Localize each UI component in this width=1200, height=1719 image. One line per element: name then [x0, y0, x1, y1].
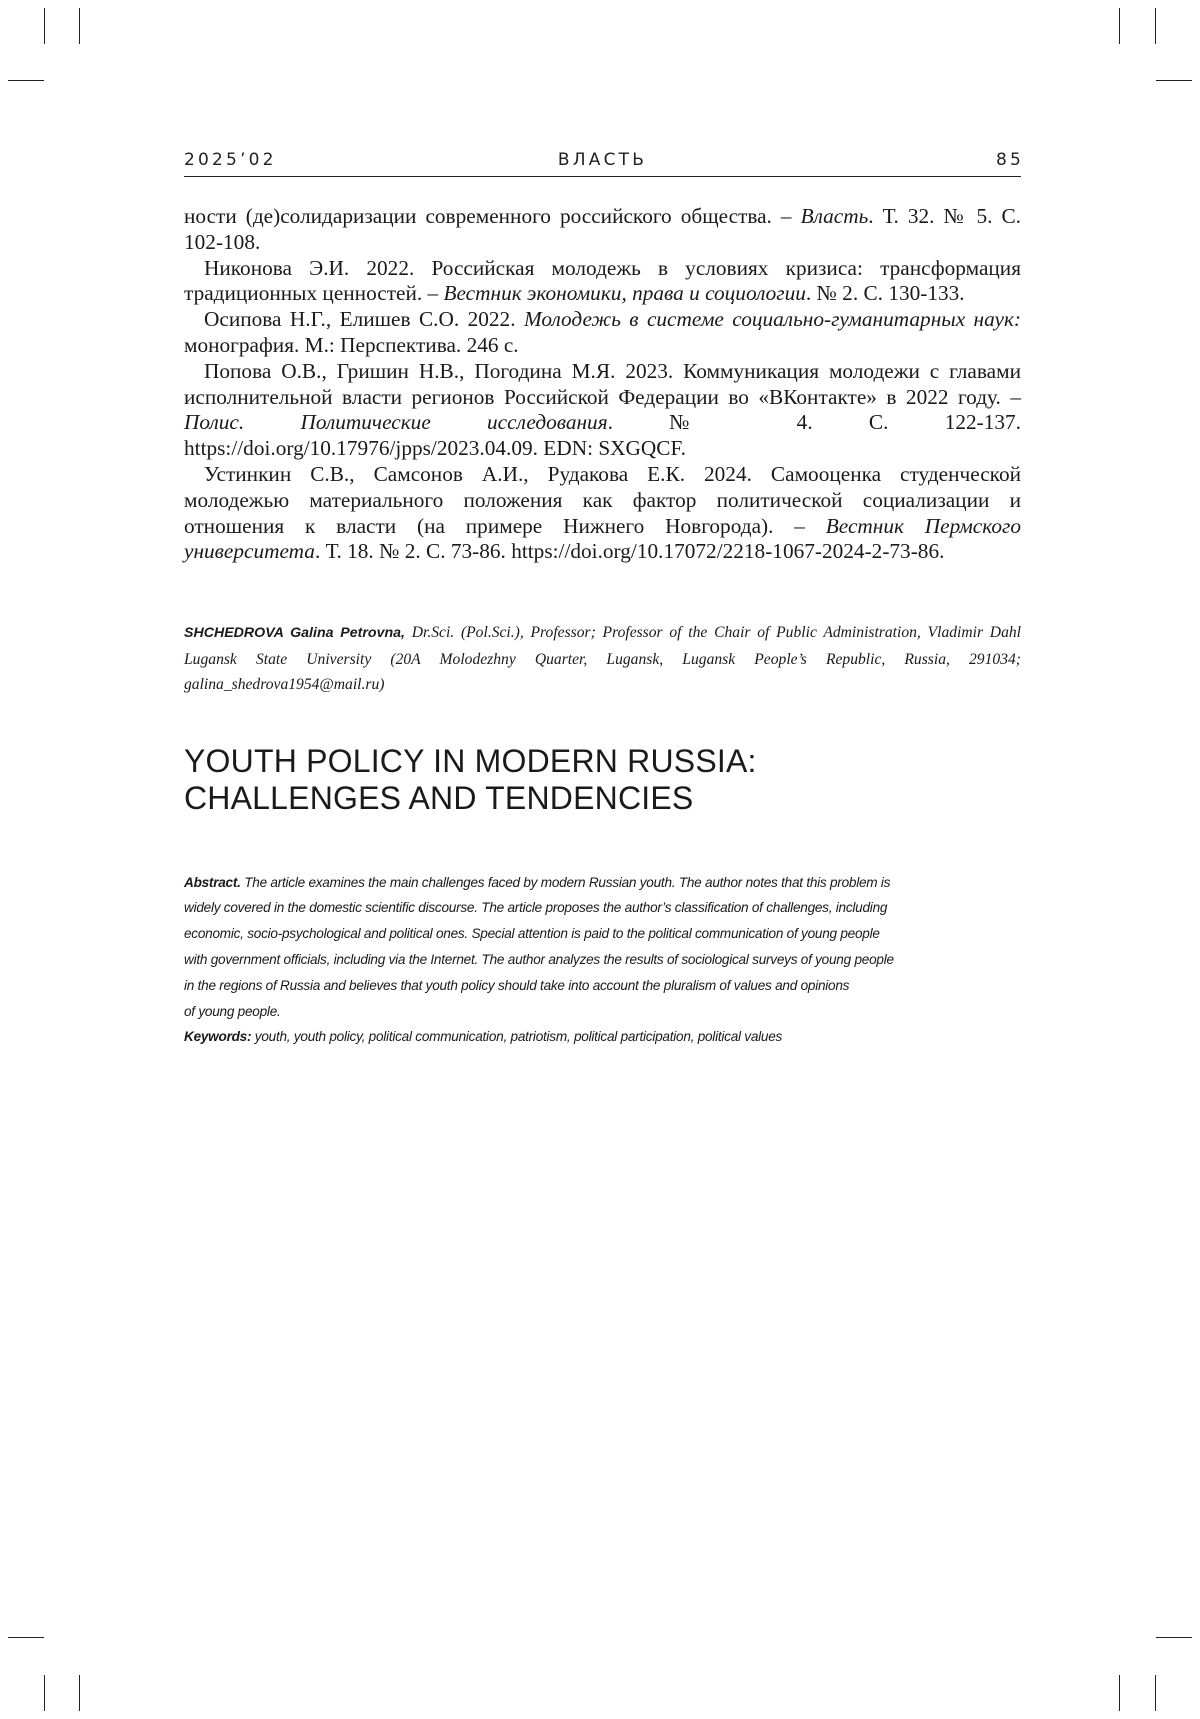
page-number: 85: [995, 150, 1024, 170]
abstract-text: in the regions of Russia and believes that youth policy should take into account the pluralism of values and opinions: [184, 977, 850, 993]
reference-details: . № 2. С. 130-133.: [805, 281, 965, 306]
reference-item: [184, 256, 1021, 308]
reference-source: Вестник Пермского университета: [184, 513, 1022, 564]
reference-text: Осипова Н.Г., Елишев С.О. 2022.: [204, 307, 516, 332]
crop-mark: [1155, 8, 1156, 44]
crop-mark: [1119, 8, 1120, 44]
reference-details: . Т. 32. № 5. С. 102-108.: [184, 204, 1021, 254]
author-details: Dr.Sci. (Pol.Sci.), Professor; Professor of the Chair of Public Administration, Vladimir Dahl Lugansk State University (20A Molodezhny Quarter, Lugansk, Lugansk People’s Republic, Russia, 291034; galina_shedrova1954@mail.ru): [184, 624, 1021, 694]
reference-details: монография. М.: Перспектива. 246 с.: [184, 332, 519, 357]
keywords-text: youth, youth policy, political communication, patriotism, political participation, political values: [254, 1029, 783, 1045]
crop-mark: [1156, 80, 1192, 81]
reference-details: . № 4. С. 122-137. https://doi.org/10.17976/jpps/2023.04.09. EDN: SXGQCF.: [184, 410, 1022, 461]
reference-text: ности (де)солидаризации современного российского общества. –: [184, 204, 792, 228]
abstract-text: economic, socio-psychological and political ones. Special attention is paid to the political communication of young people: [184, 926, 880, 942]
crop-mark: [1156, 1637, 1192, 1638]
abstract-text: with government officials, including via the Internet. The author analyzes the results of sociological surveys of young people: [184, 952, 894, 968]
crop-mark: [1119, 1675, 1120, 1711]
reference-item: [184, 204, 1021, 256]
abstract-text: of young people.: [184, 1003, 281, 1019]
abstract-label: Abstract.: [184, 874, 241, 890]
crop-mark: [44, 1675, 45, 1711]
article-title-line: CHALLENGES AND TENDENCIES: [184, 779, 694, 816]
reference-text: Никонова Э.И. 2022. Российская молодежь в условиях кризиса: трансформация традиционных ценностей. –: [184, 255, 1021, 306]
header-rule: [184, 176, 1021, 177]
issue-number: 2025’02: [184, 150, 277, 170]
keywords-label: Keywords:: [184, 1029, 252, 1045]
reference-item: [184, 462, 1021, 565]
reference-source: Власть: [800, 204, 869, 228]
reference-item: [184, 307, 1021, 359]
journal-name: ВЛАСТЬ: [557, 150, 648, 170]
reference-list: [184, 204, 1021, 565]
reference-item: [184, 359, 1021, 462]
article-title-line: YOUTH POLICY IN MODERN RUSSIA:: [184, 742, 757, 779]
reference-details: . Т. 18. № 2. С. 73-86. https://doi.org/10.17072/2218-1067-2024-2-73-86.: [314, 539, 945, 564]
reference-text: Устинкин С.В., Самсонов А.И., Рудакова Е.К. 2024. Самооценка студенческой молодежью материального положения как фактор политической социализации и отношения к власти (на примере Нижнего Новгорода). –: [184, 461, 1021, 538]
reference-source: Полис. Политические исследования: [184, 410, 608, 435]
abstract-text: widely covered in the domestic scientific discourse. The article proposes the author’s classification of challenges, including: [184, 900, 888, 916]
author-name: SHCHEDROVA Galina Petrovna,: [184, 625, 405, 642]
crop-mark: [8, 1637, 44, 1638]
abstract-text: The article examines the main challenges faced by modern Russian youth. The author notes that this problem is: [244, 874, 891, 890]
journal-page: [184, 150, 1024, 1050]
reference-text: Попова О.В., Гришин Н.В., Погодина М.Я. 2023. Коммуникация молодежи с главами исполнительной власти регионов Российской Федерации во «ВКонтакте» в 2022 году. –: [184, 358, 1021, 409]
crop-mark: [79, 1675, 80, 1711]
abstract: [184, 870, 1021, 1051]
crop-mark: [8, 80, 44, 81]
reference-source: Молодежь в системе социально-гуманитарных наук:: [523, 307, 1021, 332]
crop-mark: [1155, 1675, 1156, 1711]
reference-source: Вестник экономики, права и социологии: [443, 281, 806, 306]
crop-mark: [79, 8, 80, 44]
running-head: [184, 150, 1024, 174]
article-title: [184, 743, 1021, 817]
crop-mark: [44, 8, 45, 44]
author-info: [184, 620, 1021, 698]
